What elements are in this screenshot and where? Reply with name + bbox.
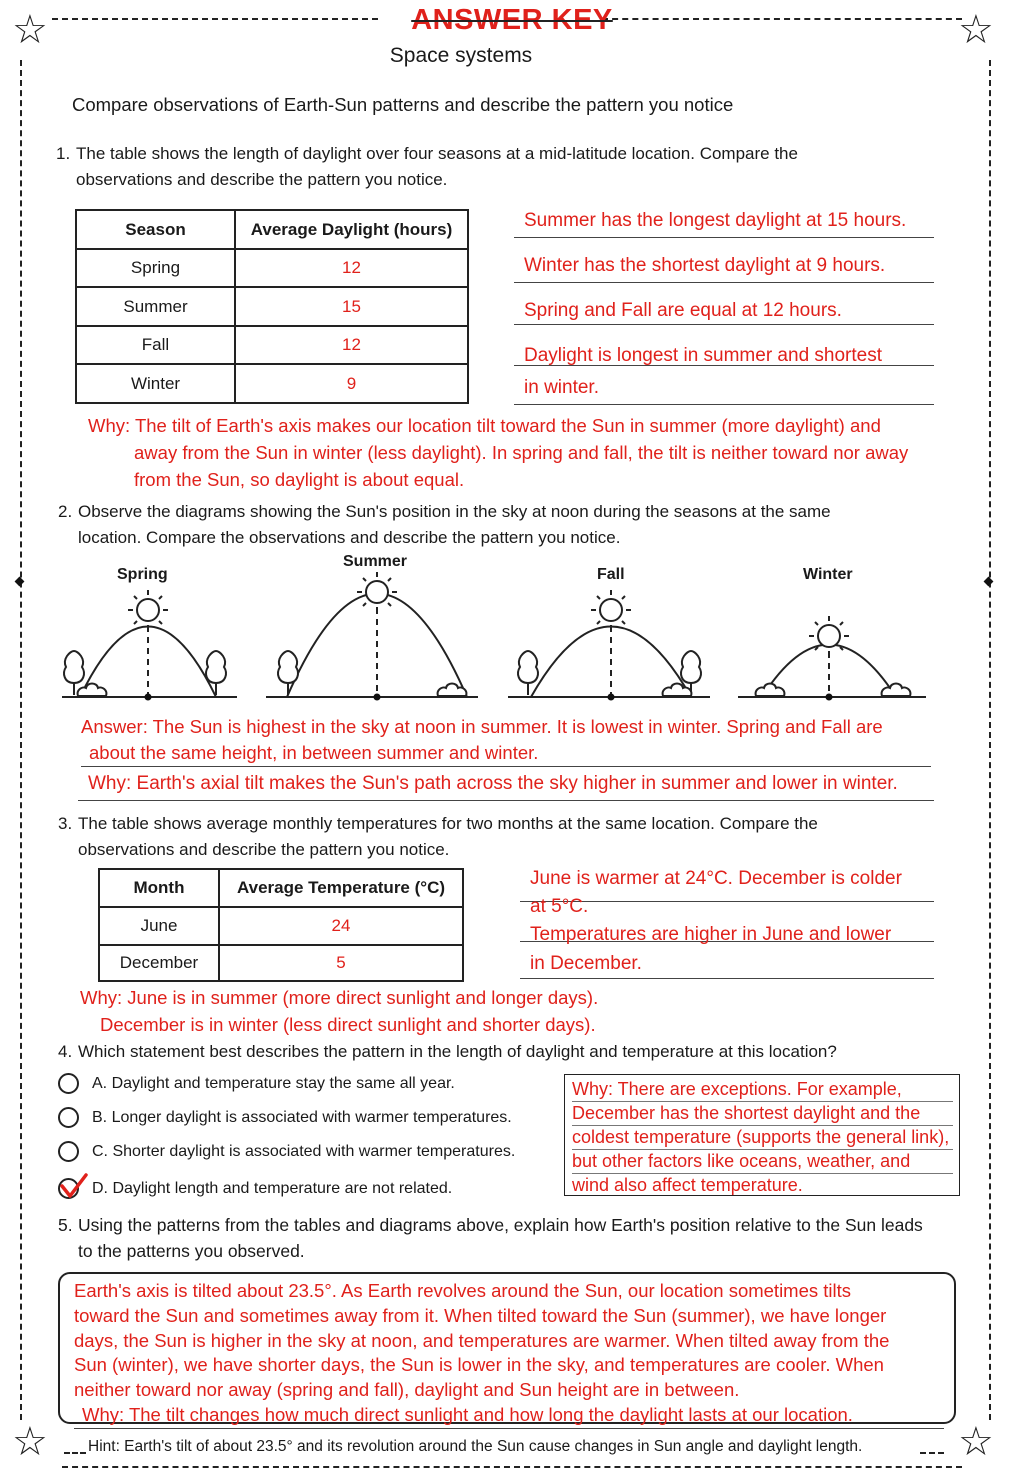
- question-text: Using the patterns from the tables and diagrams above, explain how Earth's position relative to the Sun leads to the patterns you observed.: [78, 1215, 923, 1261]
- sun-icon: [357, 572, 397, 612]
- why-line: Why: There are exceptions. For example,: [572, 1078, 953, 1102]
- table-cell: 12: [235, 326, 468, 364]
- question-number: 1.: [56, 144, 71, 163]
- question-number: 2.: [58, 502, 73, 521]
- table-cell: 5: [219, 945, 463, 981]
- question-1: [56, 141, 896, 193]
- diagram-label-winter: Winter: [803, 566, 853, 583]
- diagram-label-summer: Summer: [343, 553, 408, 570]
- table-cell: 9: [235, 364, 468, 403]
- answer-line: Summer has the longest daylight at 15 hours.: [514, 210, 934, 238]
- table-cell: 24: [219, 907, 463, 945]
- answer-line: at 5°C.: [530, 896, 589, 917]
- page-title: ANSWER KEY: [411, 4, 613, 36]
- question-number: 5.: [58, 1215, 73, 1235]
- table-cell: Fall: [76, 326, 235, 364]
- table-cell: Winter: [76, 364, 235, 403]
- radio-circle[interactable]: [58, 1107, 79, 1128]
- table-cell: 12: [235, 249, 468, 287]
- question-4: [58, 1039, 918, 1065]
- hint-dash-left: [64, 1452, 86, 1454]
- tree-icon: [206, 651, 226, 695]
- why-line: Why: The tilt of Earth's axis makes our location tilt toward the Sun in summer (more daylight) and: [88, 415, 881, 436]
- bush-icon: [882, 684, 911, 697]
- border-left: [20, 60, 22, 1420]
- table-header: Average Temperature (°C): [219, 869, 463, 907]
- star-icon: ☆: [958, 1419, 994, 1465]
- option-label: A. Daylight and temperature stay the same all year.: [92, 1075, 455, 1092]
- star-icon: ☆: [12, 1419, 48, 1465]
- border-right: [989, 60, 991, 1420]
- hint-text: Hint: Earth's tilt of about 23.5° and its revolution around the Sun cause changes in Sun angle and daylight length.: [88, 1438, 863, 1455]
- bush-icon: [663, 684, 692, 697]
- table-header: Month: [99, 869, 219, 907]
- option-label: B. Longer daylight is associated with warmer temperatures.: [92, 1109, 512, 1126]
- answer-line: in winter.: [514, 377, 934, 405]
- question-5: [58, 1212, 938, 1264]
- spring-diagram: [62, 590, 237, 701]
- why-line: coldest temperature (supports the general link),: [572, 1126, 953, 1150]
- answer-text: Sun (winter), we have shorter days, the Sun is lower in the sky, and temperatures are cooler. When: [74, 1354, 884, 1376]
- table-row: [99, 907, 463, 945]
- daylight-table: [75, 209, 469, 404]
- answer-line: Winter has the shortest daylight at 9 hours.: [514, 255, 934, 283]
- sun-path-diagrams: [0, 570, 1024, 710]
- table-cell: 15: [235, 287, 468, 326]
- answer-line: Temperatures are higher in June and lower: [520, 922, 934, 942]
- question-text: Which statement best describes the pattern in the length of daylight and temperature at this location?: [78, 1042, 837, 1061]
- star-icon: ☆: [958, 7, 994, 53]
- winter-diagram: [738, 616, 926, 701]
- table-header: Average Daylight (hours): [235, 210, 468, 249]
- answer-line: June is warmer at 24°C. December is colder: [520, 866, 934, 902]
- q4-why-box: [564, 1074, 960, 1196]
- table-header: Season: [76, 210, 235, 249]
- table-row: [76, 287, 468, 326]
- why-line: away from the Sun in winter (less daylight). In spring and fall, the tilt is neither toward nor away: [134, 442, 909, 463]
- answer-text: toward the Sun and sometimes away from it. When tilted toward the Sun (summer), we have longer: [74, 1304, 887, 1326]
- answer-line: in December.: [520, 953, 934, 979]
- diagram-label-spring: Spring: [117, 566, 168, 583]
- tree-icon: [278, 651, 298, 695]
- answer-text: days, the Sun is higher in the sky at noon, and temperatures are warmer. When tilted away from the: [74, 1329, 890, 1351]
- table-row: [99, 945, 463, 981]
- table-row: [76, 249, 468, 287]
- answer-line: Daylight is longest in summer and shortest: [514, 345, 934, 366]
- question-2: [58, 499, 898, 551]
- answer-text: about the same height, in between summer and winter.: [81, 740, 931, 767]
- sun-icon: [591, 590, 631, 630]
- answer-text: Answer: The Sun is highest in the sky at noon in summer. It is lowest in winter. Spring and Fall are: [81, 716, 883, 737]
- temperature-table: [98, 868, 464, 982]
- fall-diagram: [508, 590, 710, 701]
- radio-circle[interactable]: [58, 1073, 79, 1094]
- table-cell: June: [99, 907, 219, 945]
- question-text: The table shows the length of daylight over four seasons at a mid-latitude location. Compare the observations and describe the pattern you notice.: [76, 144, 798, 189]
- table-cell: Spring: [76, 249, 235, 287]
- answer-line: Spring and Fall are equal at 12 hours.: [514, 300, 934, 325]
- bush-icon: [756, 684, 785, 697]
- q1-why: [88, 412, 938, 493]
- bush-icon: [78, 684, 107, 697]
- question-text: Observe the diagrams showing the Sun's position in the sky at noon during the seasons at the same location. Compare the observations and describe the pattern you notice.: [78, 502, 831, 547]
- table-row: [76, 326, 468, 364]
- table-cell: Summer: [76, 287, 235, 326]
- why-line: but other factors like oceans, weather, and: [572, 1150, 953, 1174]
- table-cell: December: [99, 945, 219, 981]
- question-3: [58, 811, 898, 863]
- question-number: 4.: [58, 1042, 73, 1061]
- border-bottom: [62, 1466, 962, 1468]
- radio-circle[interactable]: [58, 1141, 79, 1162]
- why-line: December has the shortest daylight and the: [572, 1102, 953, 1126]
- summer-diagram: [266, 572, 478, 701]
- q5-answer-box: [58, 1272, 956, 1424]
- why-line: wind also affect temperature.: [572, 1175, 803, 1195]
- q2-answer: [81, 714, 931, 767]
- question-text: The table shows average monthly temperatures for two months at the same location. Compare the observations and describe the pattern you notice.: [78, 814, 818, 859]
- q2-why: Why: Earth's axial tilt makes the Sun's path across the sky higher in summer and lower in winter.: [78, 773, 934, 801]
- option-label: C. Shorter daylight is associated with warmer temperatures.: [92, 1143, 516, 1160]
- hint-dash-right: [920, 1452, 944, 1454]
- intro-text: Compare observations of Earth-Sun patterns and describe the pattern you notice: [72, 94, 734, 115]
- page-subtitle: Space systems: [389, 44, 533, 67]
- diagram-label-fall: Fall: [597, 566, 625, 583]
- checkmark-icon: [59, 1172, 89, 1202]
- why-line: Why: June is in summer (more direct sunlight and longer days).: [80, 987, 599, 1008]
- why-line: December is in winter (less direct sunlight and shorter days).: [100, 1014, 596, 1035]
- option-label: D. Daylight length and temperature are not related.: [92, 1180, 453, 1197]
- answer-text: Earth's axis is tilted about 23.5°. As Earth revolves around the Sun, our location sometimes tilts: [74, 1280, 852, 1301]
- why-line: Why: The tilt changes how much direct sunlight and how long the daylight lasts at our location.: [74, 1403, 944, 1429]
- question-number: 3.: [58, 814, 73, 833]
- star-icon: ☆: [12, 7, 48, 53]
- table-row: [76, 364, 468, 403]
- answer-text: neither toward nor away (spring and fall), daylight and Sun height are in between.: [74, 1379, 740, 1401]
- sun-icon: [128, 590, 168, 630]
- why-line: from the Sun, so daylight is about equal.: [134, 469, 465, 490]
- q3-why: [80, 984, 680, 1038]
- sun-icon: [809, 616, 849, 656]
